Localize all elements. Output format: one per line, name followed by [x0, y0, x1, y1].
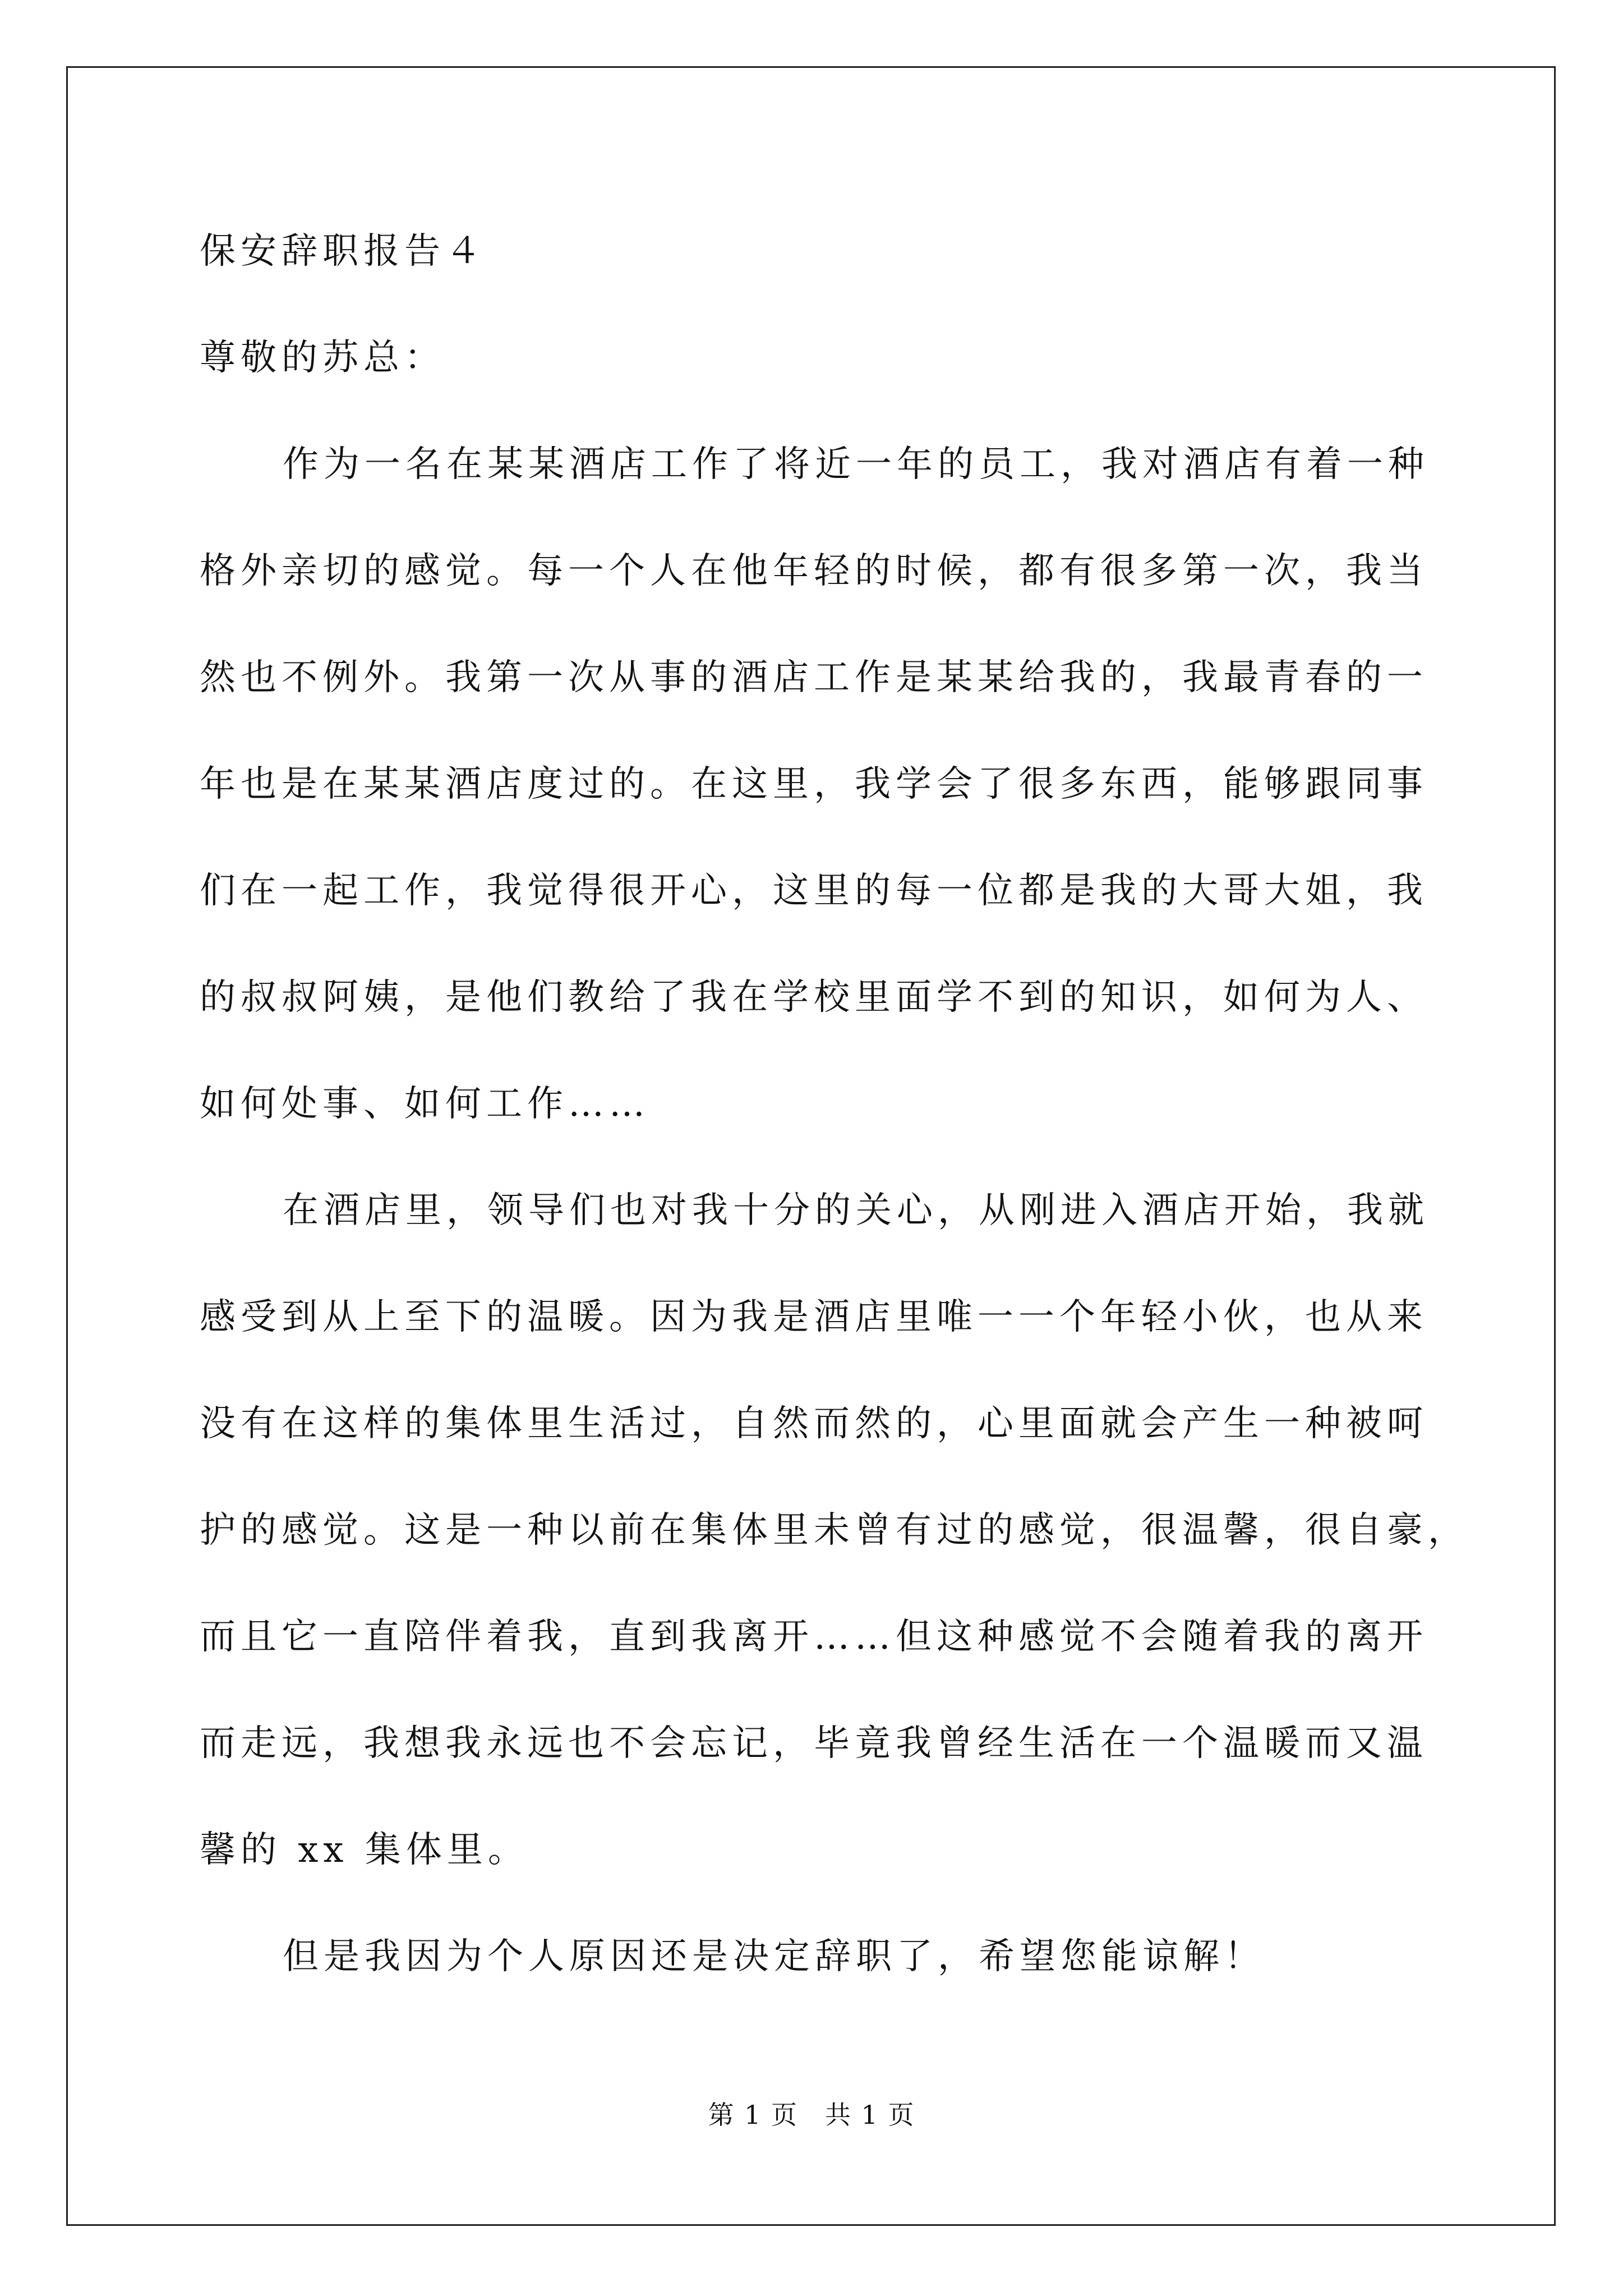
paragraph-1-line-1: 作为一名在某某酒店工作了将近一年的员工，我对酒店有着一种 — [283, 444, 1429, 485]
salutation: 尊敬的苏总： — [200, 337, 445, 379]
paragraph-2-line-2: 感受到从上至下的温暖。因为我是酒店里唯一一个年轻小伙，也从来 — [200, 1296, 1428, 1338]
paragraph-1-line-5: 们在一起工作，我觉得很开心，这里的每一位都是我的大哥大姐，我 — [200, 870, 1428, 912]
document-title: 保安辞职报告４ — [200, 231, 486, 272]
paragraph-1-line-7: 如何处事、如何工作…… — [200, 1083, 650, 1125]
paragraph-3-line-1: 但是我因为个人原因还是决定辞职了，希望您能谅解！ — [283, 1936, 1265, 1977]
paragraph-2-line-7: 馨的 xx 集体里。 — [200, 1829, 529, 1871]
paragraph-2-line-6: 而走远，我想我永远也不会忘记，毕竟我曾经生活在一个温暖而又温 — [200, 1723, 1428, 1764]
paragraph-2-line-3: 没有在这样的集体里生活过，自然而然的，心里面就会产生一种被呵 — [200, 1403, 1428, 1444]
paragraph-2-line-5: 而且它一直陪伴着我，直到我离开……但这种感觉不会随着我的离开 — [200, 1616, 1428, 1658]
paragraph-2-line-1: 在酒店里，领导们也对我十分的关心，从刚进入酒店开始，我就 — [283, 1190, 1429, 1231]
paragraph-1-line-4: 年也是在某某酒店度过的。在这里，我学会了很多东西，能够跟同事 — [200, 763, 1428, 805]
paragraph-1-line-3: 然也不例外。我第一次从事的酒店工作是某某给我的，我最青春的一 — [200, 657, 1428, 698]
page-border — [66, 66, 1556, 2226]
page-footer: 第 1 页 共 1 页 — [708, 2100, 915, 2130]
paragraph-1-line-6: 的叔叔阿姨，是他们教给了我在学校里面学不到的知识，如何为人、 — [200, 977, 1428, 1018]
paragraph-1-line-2: 格外亲切的感觉。每一个人在他年轻的时候，都有很多第一次，我当 — [200, 550, 1428, 592]
paragraph-2-line-4: 护的感觉。这是一种以前在集体里未曾有过的感觉，很温馨，很自豪， — [200, 1510, 1469, 1551]
